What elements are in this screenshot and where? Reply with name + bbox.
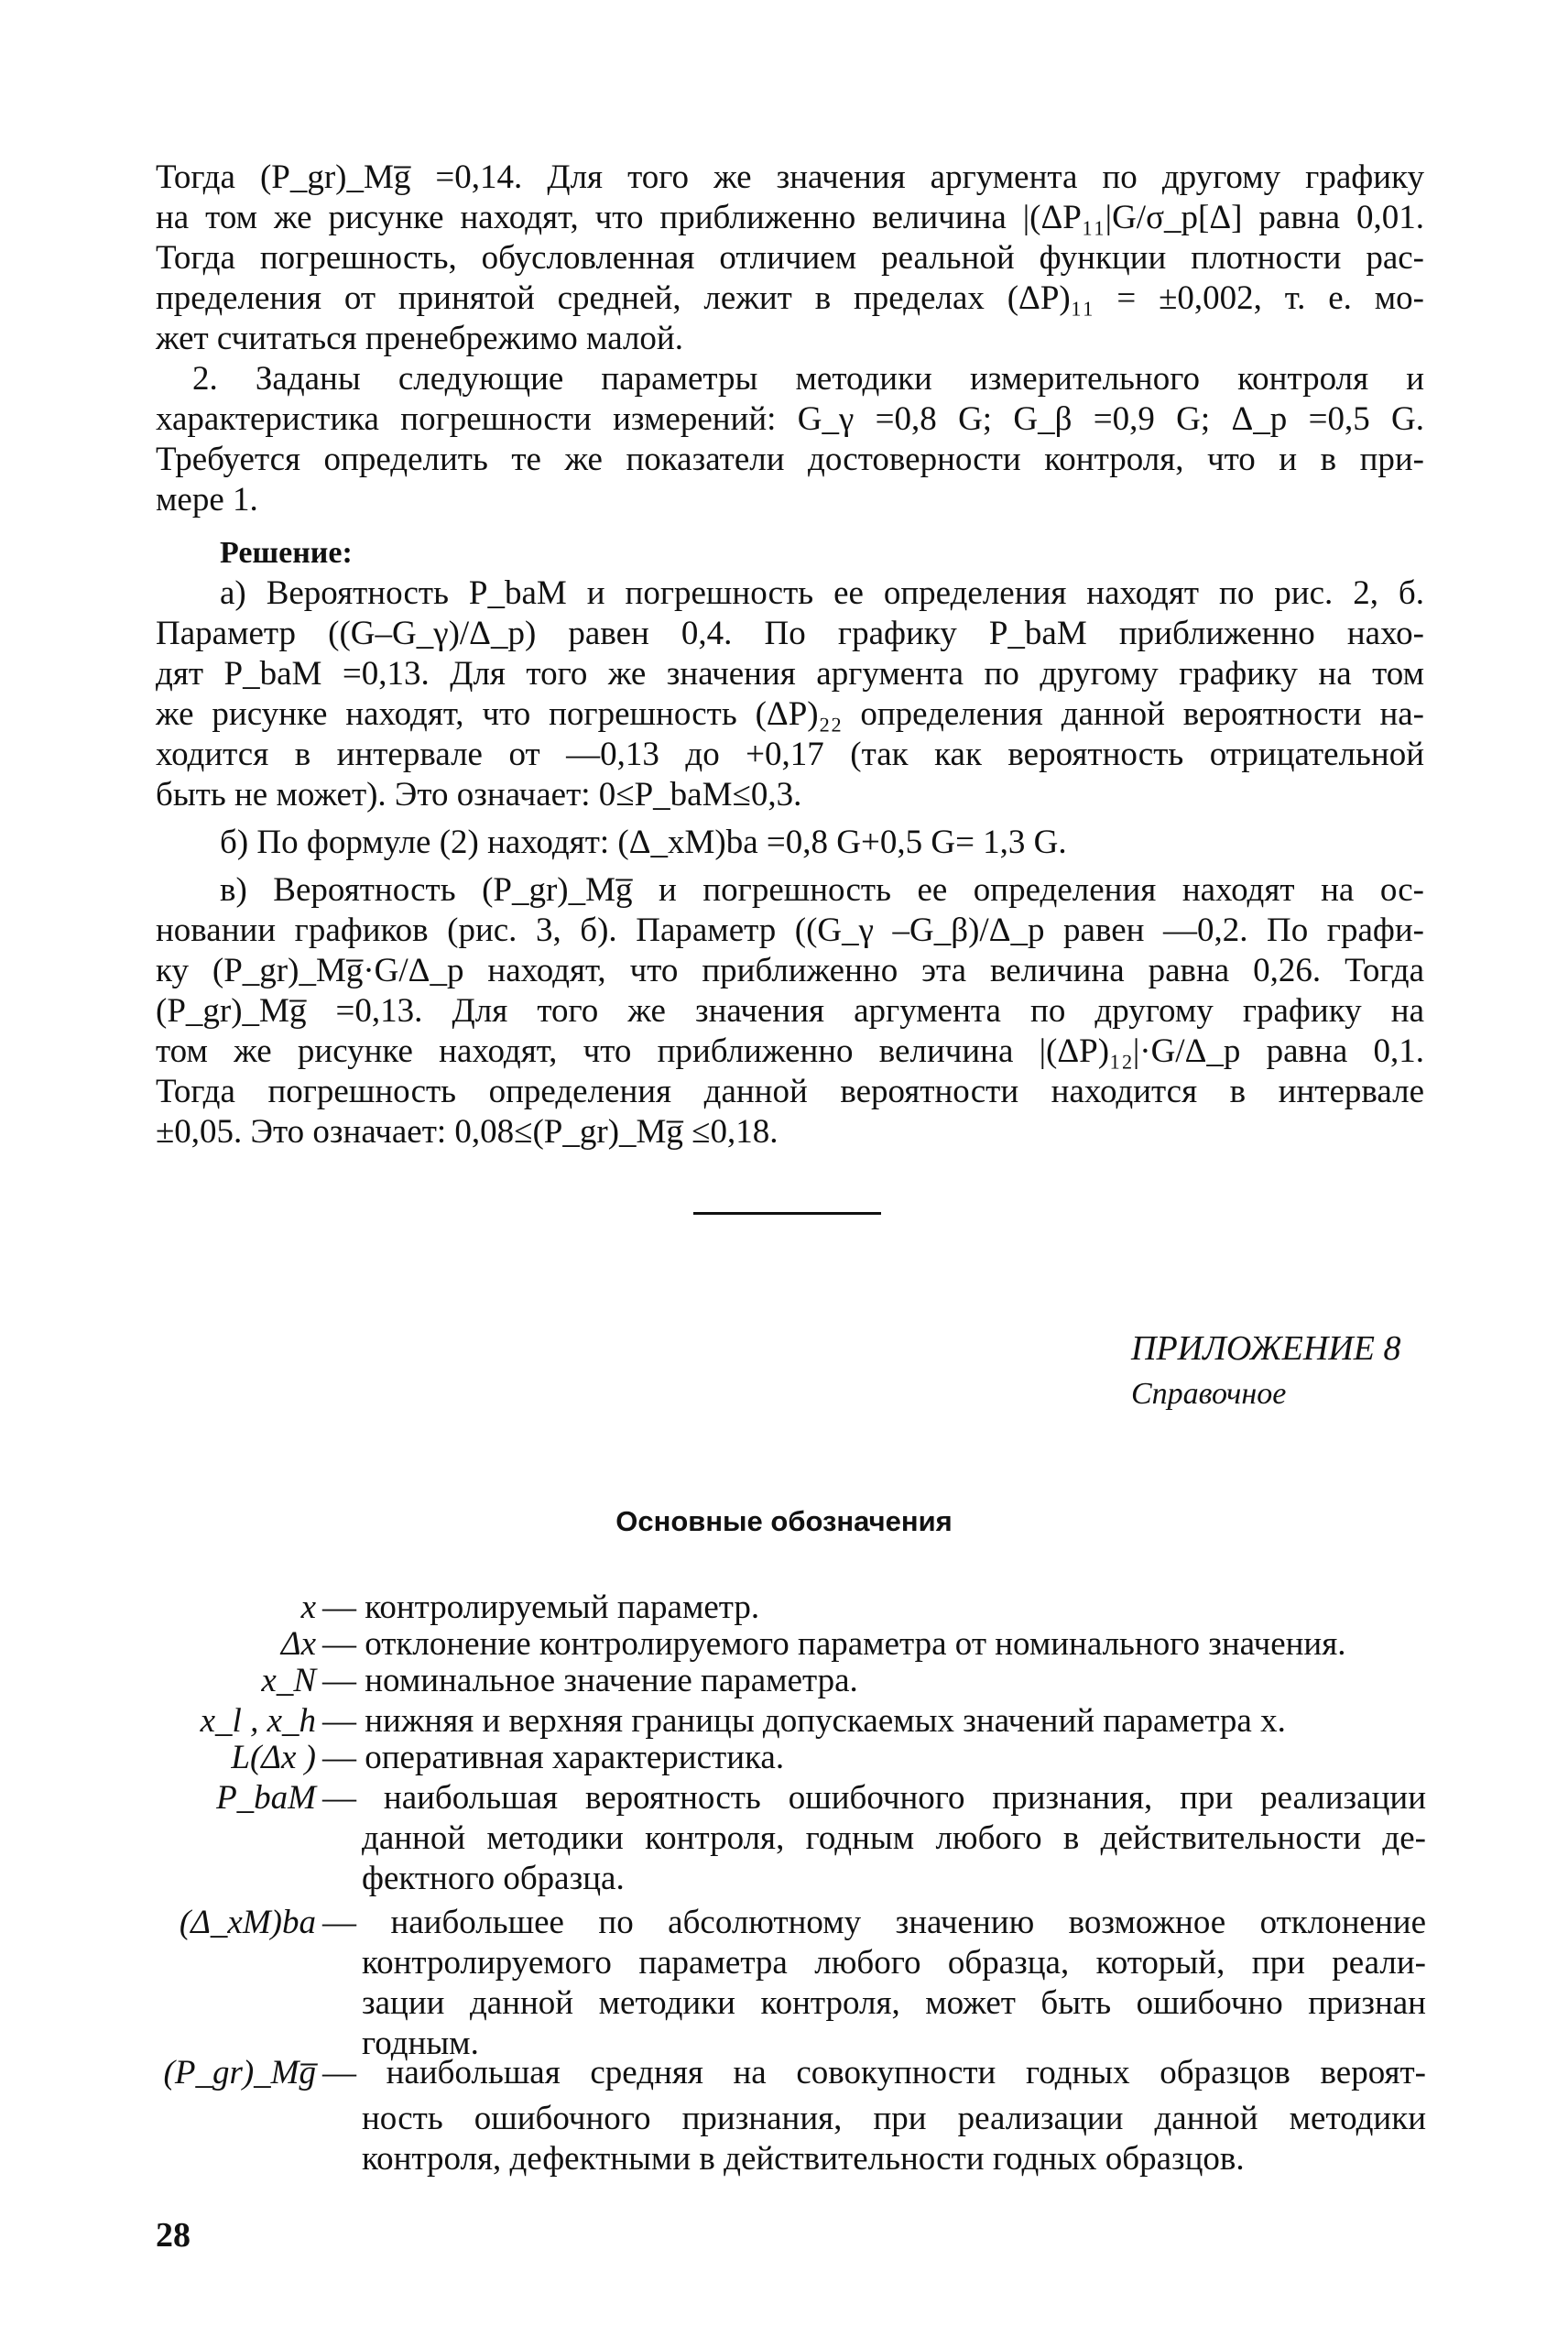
solution-a-line-2: Параметр ((G–G_γ)/Δ_p) равен 0,4. По графику P_baM приближенно нахо- bbox=[156, 615, 1424, 652]
term-definition-line: — оперативная характеристика. bbox=[322, 1739, 785, 1776]
term-symbol: Δx bbox=[280, 1625, 316, 1663]
term-definition-line: — контролируемый параметр. bbox=[322, 1589, 760, 1626]
example2-line-3: Требуется определить те же показатели достоверности контроля, что и в при- bbox=[156, 441, 1424, 478]
solution-a-line-3: дят P_baM =0,13. Для того же значения аргумента по другому графику на том bbox=[156, 655, 1424, 693]
term-definition-line: зации данной методики контроля, может быть ошибочно признан bbox=[362, 1984, 1426, 2022]
solution-v-line-4: (P_gr)_Mg̅ =0,13. Для того же значения аргумента по другому графику на bbox=[156, 992, 1424, 1030]
term-definition-line: — наибольшая вероятность ошибочного признания, при реализации bbox=[322, 1779, 1426, 1817]
term-symbol: x bbox=[300, 1589, 316, 1626]
term-definition-line: контролируемого параметра любого образца, который, при реали- bbox=[362, 1944, 1426, 1982]
page-number: 28 bbox=[156, 2216, 191, 2255]
continuation-line-3: Тогда погрешность, обусловленная отличием реальной функции плотности рас- bbox=[156, 239, 1424, 277]
continuation-line-1: Тогда (P_gr)_Mg̅ =0,14. Для того же значения аргумента по другому графику bbox=[156, 158, 1424, 196]
term-definition bbox=[322, 1778, 1426, 1899]
term-definition-line: фектного образца. bbox=[362, 1860, 625, 1897]
notation-heading: Основные обозначения bbox=[615, 1505, 953, 1537]
solution-v-line-3: ку (P_gr)_Mg̅·G/Δ_p находят, что приближенно эта величина равна 0,26. Тогда bbox=[156, 952, 1424, 989]
term-definition-line: данной методики контроля, годным любого в действительности де- bbox=[362, 1819, 1426, 1857]
continuation-line-4: пределения от принятой средней, лежит в пределах (ΔP)₁₁ = ±0,002, т. е. мо- bbox=[156, 279, 1424, 317]
term-definition bbox=[322, 1588, 1426, 1628]
term-definition bbox=[322, 1624, 1426, 1665]
solution-v-line-1: в) Вероятность (P_gr)_Mg̅ и погрешность ее определения находят на ос- bbox=[220, 871, 1424, 909]
term-definition-line: — наибольшая средняя на совокупности годных образцов вероят- bbox=[322, 2054, 1426, 2091]
example2-line-4: мере 1. bbox=[156, 481, 258, 519]
term-symbol: x_N bbox=[261, 1662, 316, 1699]
term-definition-line: ность ошибочного признания, при реализации данной методики bbox=[362, 2100, 1426, 2137]
term-definition-line: — нижняя и верхняя границы допускаемых значений параметра x. bbox=[322, 1702, 1286, 1740]
solution-v-line-5: том же рисунке находят, что приближенно величина |(ΔP)₁₂|·G/Δ_p равна 0,1. bbox=[156, 1032, 1424, 1070]
solution-heading: Решение: bbox=[220, 536, 353, 570]
term-definition bbox=[322, 1738, 1426, 1778]
section-divider bbox=[693, 1212, 881, 1215]
solution-v-line-6: Тогда погрешность определения данной вероятности находится в интервале bbox=[156, 1073, 1424, 1110]
solution-a-line-5: ходится в интервале от —0,13 до +0,17 (так как вероятность отрицательной bbox=[156, 736, 1424, 773]
solution-a-line-1: а) Вероятность P_baM и погрешность ее определения находят по рис. 2, б. bbox=[220, 574, 1424, 612]
term-symbol: P_baM bbox=[216, 1779, 316, 1817]
term-symbol: (P_gr)_Mg̅ bbox=[163, 2054, 316, 2091]
solution-v-line-7: ±0,05. Это означает: 0,08≤(P_gr)_Mg̅ ≤0,18. bbox=[156, 1113, 779, 1151]
appendix-title: ПРИЛОЖЕНИЕ 8 bbox=[1131, 1329, 1401, 1368]
term-definition bbox=[322, 1661, 1426, 1701]
continuation-line-5: жет считаться пренебрежимо малой. bbox=[156, 320, 683, 357]
term-symbol: x_l , x_h bbox=[200, 1702, 316, 1740]
term-definition-line: — номинальное значение параметра. bbox=[322, 1662, 858, 1699]
continuation-line-2: на том же рисунке находят, что приближенно величина |(ΔP₁₁|G/σ_p[Δ] равна 0,01. bbox=[156, 199, 1424, 236]
solution-b-line: б) По формуле (2) находят: (Δ_xM)ba =0,8 G+0,5 G= 1,3 G. bbox=[220, 824, 1067, 861]
term-definition bbox=[322, 2053, 1426, 2179]
term-definition-line: — наибольшее по абсолютному значению возможное отклонение bbox=[322, 1904, 1426, 1941]
solution-v-line-2: новании графиков (рис. 3, б). Параметр ((G_γ –G_β)/Δ_p равен —0,2. По графи- bbox=[156, 912, 1424, 949]
term-definition-line: годным. bbox=[362, 2025, 479, 2062]
term-definition-line: контроля, дефектными в действительности годных образцов. bbox=[362, 2140, 1245, 2178]
term-symbol: (Δ_xM)ba bbox=[179, 1904, 316, 1941]
appendix-subtitle: Справочное bbox=[1131, 1377, 1287, 1411]
solution-a-line-4: же рисунке находят, что погрешность (ΔP)₂₂ определения данной вероятности на- bbox=[156, 695, 1424, 733]
example2-line-2: характеристика погрешности измерений: G_γ =0,8 G; G_β =0,9 G; Δ_p =0,5 G. bbox=[156, 400, 1424, 438]
term-definition bbox=[322, 1701, 1426, 1742]
term-definition bbox=[322, 1903, 1426, 2064]
solution-a-line-6: быть не может). Это означает: 0≤P_baM≤0,3. bbox=[156, 776, 802, 814]
example2-line-1: 2. Заданы следующие параметры методики измерительного контроля и bbox=[192, 360, 1424, 398]
term-definition-line: — отклонение контролируемого параметра от номинального значения. bbox=[322, 1625, 1346, 1663]
term-symbol: L(Δx ) bbox=[231, 1739, 316, 1776]
